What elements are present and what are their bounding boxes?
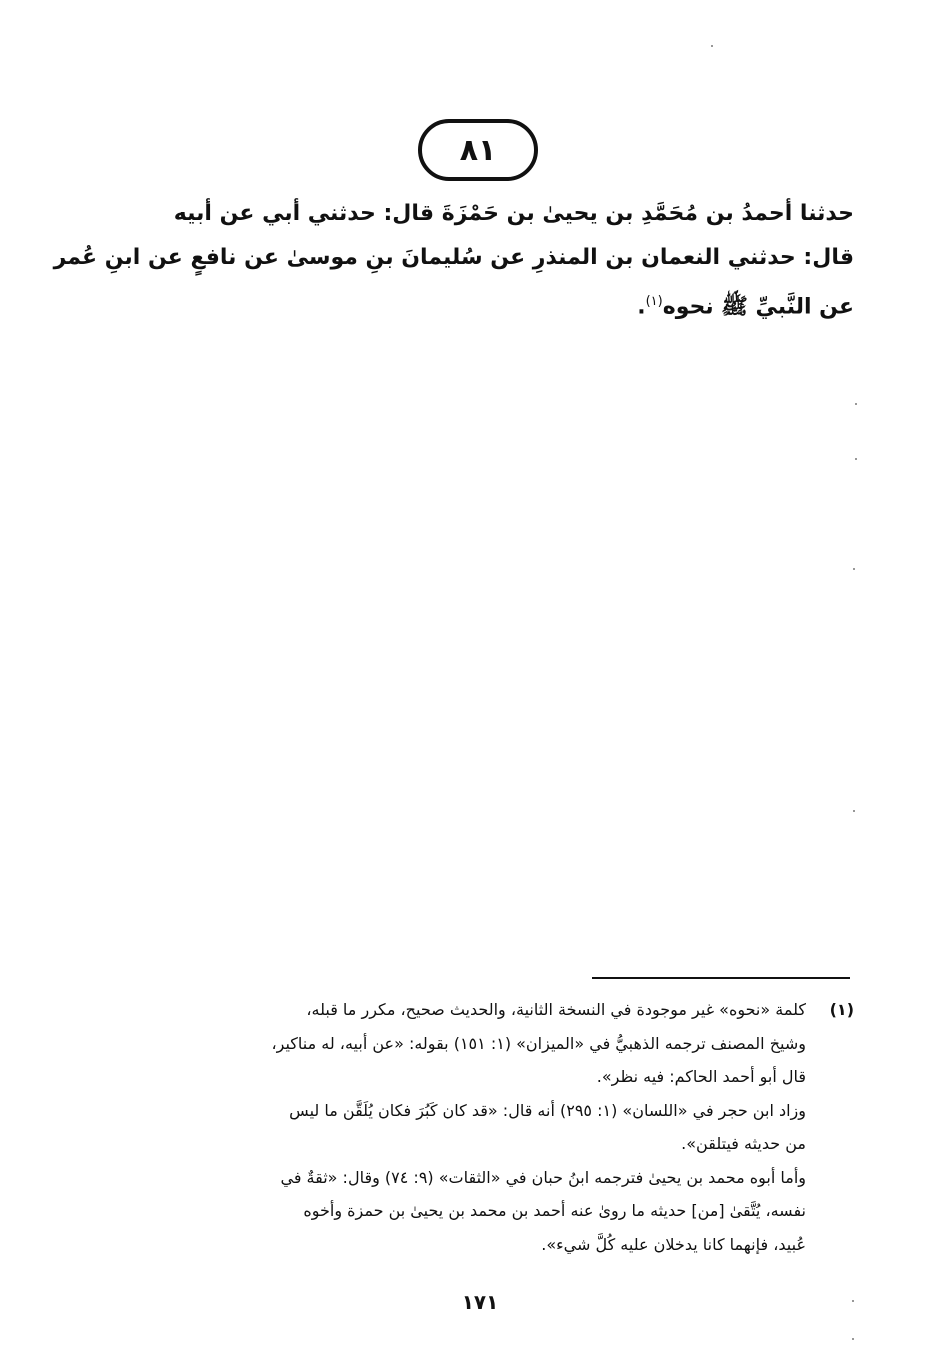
scan-speck [853,568,855,570]
page-number: ١٧١ [461,1290,499,1314]
footnote-line-5: من حديثه فيتلقن». [681,1134,806,1153]
hadith-text-line-1: حدثنا أحمدُ بن مُحَمَّدِ بن يحيىٰ بن حَمْزَةَ قال: حدثني أبي عن أبيه [173,201,854,226]
footnote-line-3: قال أبو أحمد الحاكم: فيه نظر». [596,1067,806,1086]
footnote-line-8: عُبيد، فإنهما كانا يدخلان عليه كُلَّ شيء». [541,1234,806,1254]
footnote-line-1: كلمة «نحوه» غير موجودة في النسخة الثانية، والحديث صحيح، مكرر ما قبله، [306,1000,806,1019]
scan-speck [711,45,713,47]
hadith-text-line-3-content: عن النَّبيِّ ﷺ نحوه [662,294,854,320]
footnotes [104,993,854,1261]
scan-speck [852,1338,854,1340]
footnote-line-4: وزاد ابن حجر في «اللسان» (١: ٢٩٥) أنه قال: «قد كان كَبُرَ فكان يُلَقَّن ما ليس [289,1100,806,1120]
footnote-1 [104,993,854,1261]
footnote-line-2: وشيخ المصنف ترجمه الذهبيُّ في «الميزان» (١: ١٥١) بقوله: «عن أبيه، له مناكير، [271,1033,806,1053]
scan-speck [853,810,855,812]
footnote-marker: (١) [829,1000,854,1019]
footnote-separator [592,977,850,979]
scan-speck [852,1300,854,1302]
scan-speck [855,458,857,460]
hadith-text-line-3 [104,280,854,329]
hadith-number-badge [418,119,538,181]
footnote-line-7: نفسه، يُتَّقىٰ [من] حديثه ما روىٰ عنه أحمد بن محمد بن يحيىٰ بن حمزة وأخوه [303,1201,806,1220]
scan-speck [855,403,857,405]
hadith-text-end-mark: . [637,294,646,320]
footnote-body [104,993,806,1261]
footnote-line-6: وأما أبوه محمد بن يحيىٰ فترجمه ابنُ حبان في «الثقات» (٩: ٧٤) وقال: «ثقةٌ في [280,1167,806,1187]
hadith-text [53,192,854,329]
hadith-text-line-2: قال: حدثني النعمان بن المنذرِ عن سُليمانَ بنِ موسىٰ عن نافعٍ عن ابنِ عُمر [53,245,854,270]
footnote-reference: (١) [645,294,663,309]
hadith-number: ٨١ [459,132,497,168]
